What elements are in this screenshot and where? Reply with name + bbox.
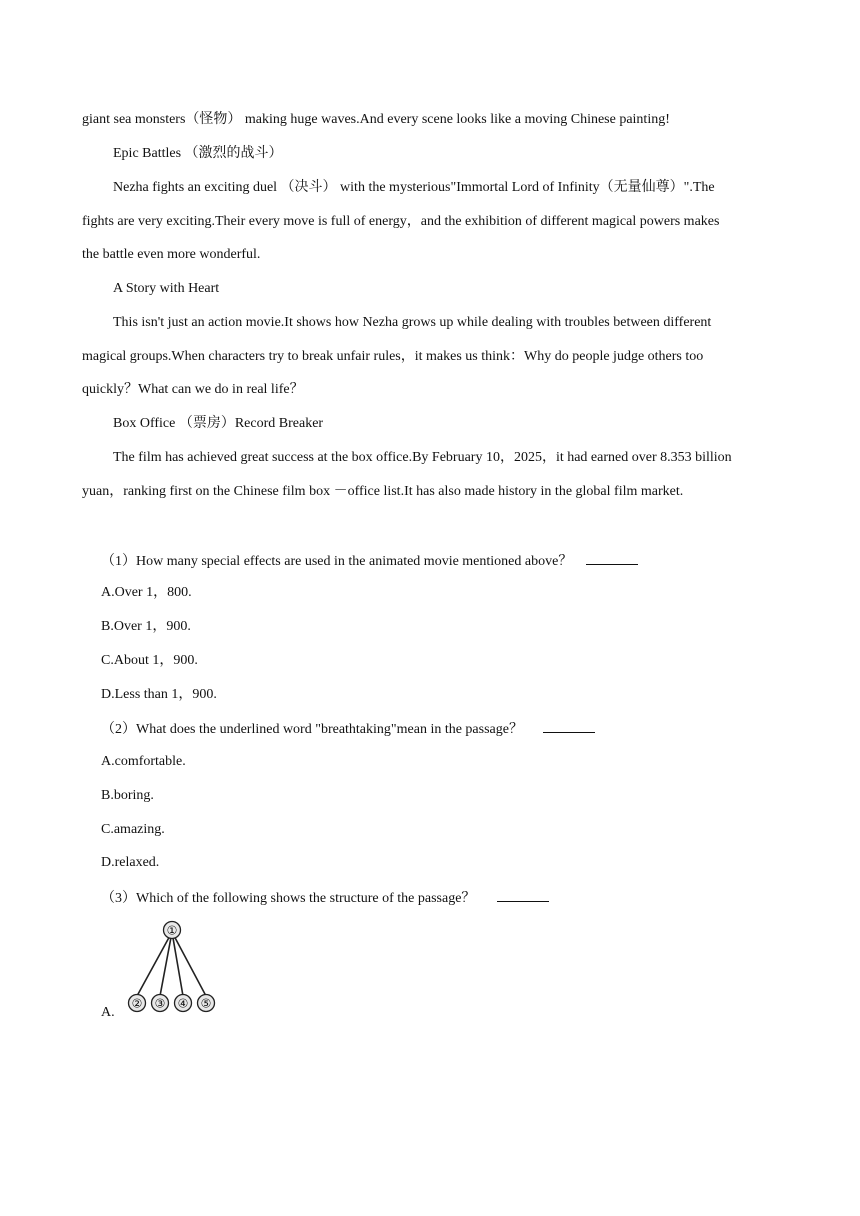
passage-line: This isn't just an action movie.It shows how Nezha grows up while dealing with troubles between different <box>113 315 712 330</box>
passage-line: quickly？What can we do in real life？ <box>82 382 304 397</box>
question-1-stem <box>101 550 638 572</box>
section-heading-box-office: Box Office （票房）Record Breaker <box>113 416 324 431</box>
answer-blank[interactable] <box>586 550 638 565</box>
option-b[interactable]: B.boring. <box>101 788 154 803</box>
node-label: ① <box>166 923 178 938</box>
passage-line: yuan，ranking first on the Chinese film box －office list.It has also made history in the global film market. <box>82 484 684 499</box>
answer-blank[interactable] <box>497 887 549 902</box>
section-heading-story: A Story with Heart <box>113 281 220 296</box>
question-2-stem <box>101 718 595 740</box>
option-a[interactable]: A.comfortable. <box>101 754 186 769</box>
option-c[interactable]: C.amazing. <box>101 822 165 837</box>
option-d[interactable]: D.Less than 1，900. <box>101 687 217 702</box>
option-c[interactable]: C.About 1，900. <box>101 653 198 668</box>
node-3 <box>152 995 169 1012</box>
passage-line: magical groups.When characters try to break unfair rules，it makes us think：Why do people judge others too <box>82 349 704 364</box>
node-label: ④ <box>177 996 189 1011</box>
passage-line: Nezha fights an exciting duel （决斗） with the mysterious"Immortal Lord of Infinity（无量仙尊）".The <box>113 180 715 195</box>
node-1 <box>164 922 181 939</box>
question-3-stem <box>101 887 549 909</box>
question-text: （1）How many special effects are used in the animated movie mentioned above？ <box>101 554 573 569</box>
passage-line: the battle even more wonderful. <box>82 247 261 262</box>
section-heading-epic-battles: Epic Battles （激烈的战斗） <box>113 146 283 161</box>
node-4 <box>175 995 192 1012</box>
passage-line: The film has achieved great success at the box office.By February 10，2025，it had earned over 8.353 billion <box>113 450 732 465</box>
node-label: ② <box>131 996 143 1011</box>
structure-diagram <box>126 918 222 1018</box>
answer-blank[interactable] <box>543 718 595 733</box>
node-label: ③ <box>154 996 166 1011</box>
node-2 <box>129 995 146 1012</box>
node-label: ⑤ <box>200 996 212 1011</box>
option-b[interactable]: B.Over 1，900. <box>101 619 191 634</box>
question-text: （2）What does the underlined word "breathtaking"mean in the passage？ <box>101 722 523 737</box>
node-5 <box>198 995 215 1012</box>
option-d[interactable]: D.relaxed. <box>101 855 160 870</box>
option-a[interactable]: A.Over 1，800. <box>101 585 192 600</box>
question-text: （3）Which of the following shows the structure of the passage？ <box>101 891 476 906</box>
option-a[interactable]: A. <box>101 1005 115 1020</box>
passage-line: giant sea monsters（怪物） making huge waves.And every scene looks like a moving Chinese painting! <box>82 112 670 127</box>
passage-line: fights are very exciting.Their every move is full of energy，and the exhibition of different magical powers makes <box>82 214 720 229</box>
